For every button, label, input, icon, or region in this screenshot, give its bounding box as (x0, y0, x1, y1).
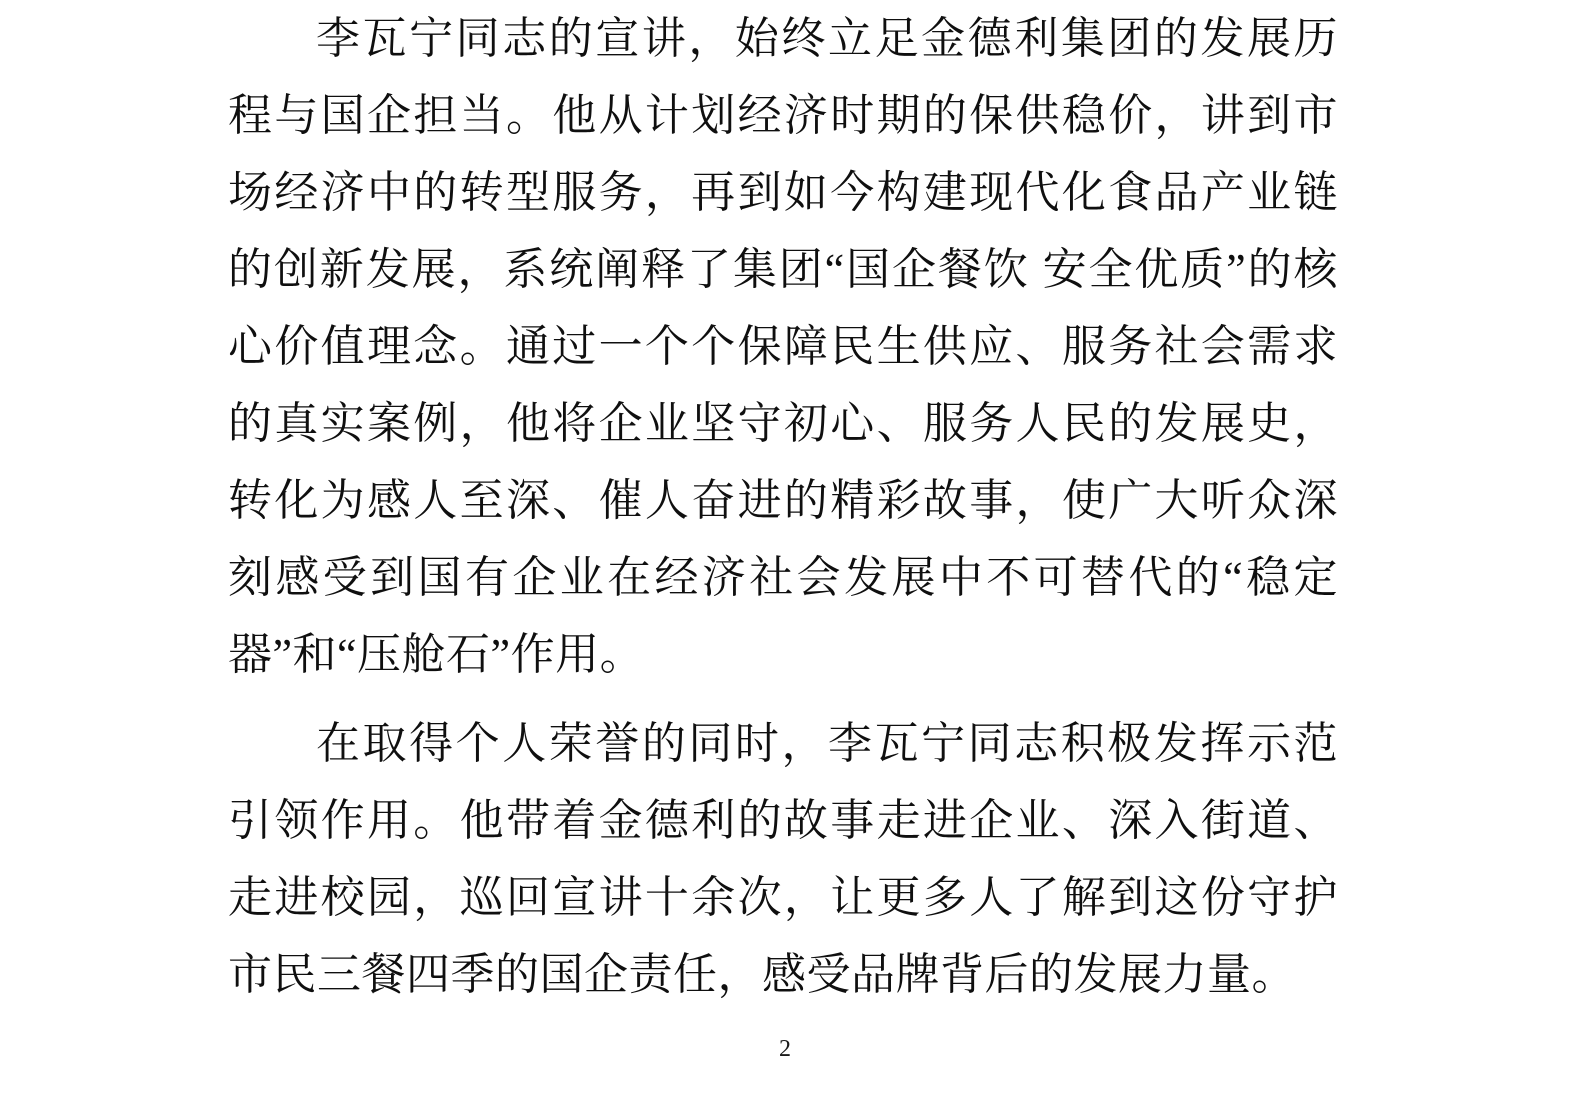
paragraph-2: 在取得个人荣誉的同时，李瓦宁同志积极发挥示范引领作用。他带着金德利的故事走进企业、深入街道、走进校园，巡回宣讲十余次，让更多人了解到这份守护市民三餐四季的国企责任，感受品牌背后的发展力量。 (228, 719, 1338, 999)
document-body (228, 0, 1338, 1013)
paragraph-1: 李瓦宁同志的宣讲，始终立足金德利集团的发展历程与国企担当。他从计划经济时期的保供稳价，讲到市场经济中的转型服务，再到如今构建现代化食品产业链的创新发展，系统阐释了集团“国企餐饮 安全优质”的核心价值理念。通过一个个保障民生供应、服务社会需求的真实案例，他将企业坚守初心、服务人民的发展史，转化为感人至深、催人奋进的精彩故事，使广大听众深刻感受到国有企业在经济社会发展中不可替代的“稳定器”和“压舱石”作用。 (228, 14, 1338, 679)
page-number: 2 (779, 1036, 791, 1062)
